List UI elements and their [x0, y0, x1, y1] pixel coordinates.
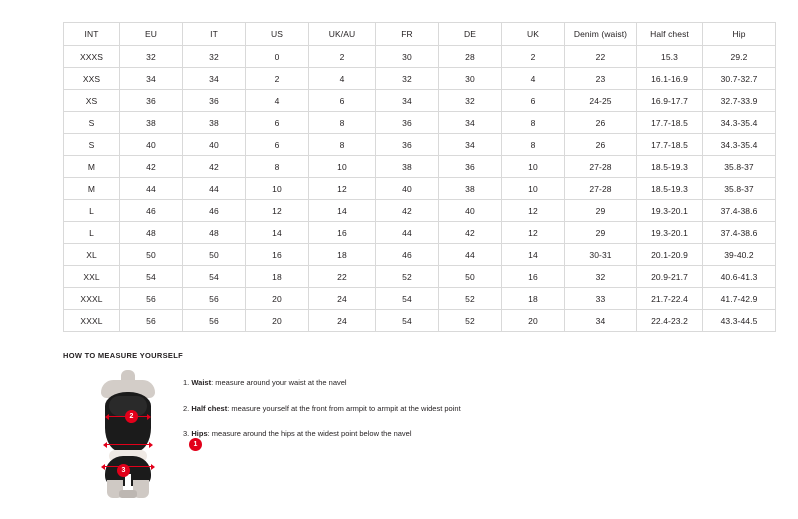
table-row [64, 68, 776, 90]
table-cell: 6 [246, 112, 309, 134]
table-row [64, 222, 776, 244]
measure-note-text: : measure around your waist at the navel [211, 378, 347, 387]
table-cell: 23 [565, 68, 637, 90]
table-cell: 42 [376, 200, 439, 222]
table-cell: 20 [246, 310, 309, 332]
table-cell: 29 [565, 222, 637, 244]
table-cell: 44 [120, 178, 183, 200]
table-cell: 20 [246, 288, 309, 310]
size-table-container [63, 22, 758, 332]
table-cell: 34 [376, 90, 439, 112]
table-cell: L [64, 222, 120, 244]
table-cell: 56 [120, 288, 183, 310]
table-cell: 35.8-37 [703, 178, 776, 200]
table-cell: 40 [376, 178, 439, 200]
table-cell: 48 [183, 222, 246, 244]
table-cell: 38 [183, 112, 246, 134]
table-cell: 2 [309, 46, 376, 68]
column-header: IT [183, 23, 246, 46]
mannequin-stand [119, 490, 137, 498]
table-cell: 20 [502, 310, 565, 332]
table-cell: 20.1-20.9 [637, 244, 703, 266]
table-cell: 4 [309, 68, 376, 90]
table-cell: 21.7-22.4 [637, 288, 703, 310]
measure-note-half-chest [183, 405, 743, 413]
table-cell: 2 [502, 46, 565, 68]
table-cell: L [64, 200, 120, 222]
table-cell: 43.3-44.5 [703, 310, 776, 332]
table-cell: 48 [120, 222, 183, 244]
table-cell: 19.3-20.1 [637, 200, 703, 222]
table-cell: M [64, 156, 120, 178]
column-header: Half chest [637, 23, 703, 46]
table-cell: 54 [376, 288, 439, 310]
table-cell: 27-28 [565, 178, 637, 200]
table-cell: 8 [502, 134, 565, 156]
table-cell: 16.9-17.7 [637, 90, 703, 112]
table-cell: 41.7-42.9 [703, 288, 776, 310]
table-cell: 18.5-19.3 [637, 156, 703, 178]
table-cell: 16 [246, 244, 309, 266]
column-header: UK/AU [309, 23, 376, 46]
mannequin-figure-icon [93, 370, 163, 498]
table-cell: 35.8-37 [703, 156, 776, 178]
table-cell: 36 [183, 90, 246, 112]
table-cell: 32 [439, 90, 502, 112]
table-cell: 46 [376, 244, 439, 266]
table-cell: 8 [309, 134, 376, 156]
table-cell: 10 [502, 156, 565, 178]
table-cell: 46 [183, 200, 246, 222]
table-cell: 32 [120, 46, 183, 68]
table-cell: 42 [120, 156, 183, 178]
table-cell: 36 [120, 90, 183, 112]
table-cell: 29.2 [703, 46, 776, 68]
how-to-measure-body [63, 370, 743, 500]
table-cell: 12 [246, 200, 309, 222]
table-cell: 16 [309, 222, 376, 244]
column-header: Denim (waist) [565, 23, 637, 46]
marker-badge-half-chest: 2 [125, 410, 138, 423]
table-cell: 34 [183, 68, 246, 90]
table-cell: 17.7-18.5 [637, 134, 703, 156]
table-cell: 42 [439, 222, 502, 244]
table-row [64, 310, 776, 332]
table-cell: 18 [309, 244, 376, 266]
table-cell: 50 [120, 244, 183, 266]
measure-note-hips [183, 430, 743, 438]
table-cell: 30 [376, 46, 439, 68]
table-cell: 22.4-23.2 [637, 310, 703, 332]
how-to-measure-title: HOW TO MEASURE YOURSELF [63, 351, 183, 360]
table-cell: 32 [376, 68, 439, 90]
table-cell: 26 [565, 112, 637, 134]
measure-notes-list [183, 370, 743, 456]
table-cell: XXS [64, 68, 120, 90]
measure-note-text: : measure around the hips at the widest point below the navel [207, 429, 412, 438]
table-cell: 56 [183, 310, 246, 332]
table-cell: 10 [246, 178, 309, 200]
table-cell: 52 [439, 310, 502, 332]
table-cell: 22 [309, 266, 376, 288]
table-cell: 12 [502, 222, 565, 244]
column-header: US [246, 23, 309, 46]
table-cell: 34 [439, 134, 502, 156]
table-cell: 8 [502, 112, 565, 134]
table-cell: 18 [246, 266, 309, 288]
table-cell: 17.7-18.5 [637, 112, 703, 134]
table-cell: 16 [502, 266, 565, 288]
table-cell: 4 [502, 68, 565, 90]
table-cell: 52 [376, 266, 439, 288]
table-cell: 30.7-32.7 [703, 68, 776, 90]
measure-note-waist [183, 379, 743, 387]
table-cell: 50 [439, 266, 502, 288]
column-header: Hip [703, 23, 776, 46]
measure-note-number: 1. [183, 378, 190, 387]
table-cell: 39-40.2 [703, 244, 776, 266]
table-body [64, 46, 776, 332]
marker-badge-waist: 1 [189, 438, 202, 451]
table-cell: 15.3 [637, 46, 703, 68]
measure-note-term: Waist [191, 378, 212, 387]
table-row [64, 156, 776, 178]
table-cell: 14 [309, 200, 376, 222]
table-cell: 10 [309, 156, 376, 178]
table-cell: 32 [183, 46, 246, 68]
table-cell: 44 [183, 178, 246, 200]
table-cell: 12 [502, 200, 565, 222]
table-cell: XXL [64, 266, 120, 288]
table-cell: 54 [376, 310, 439, 332]
table-cell: 50 [183, 244, 246, 266]
table-cell: 34 [439, 112, 502, 134]
table-cell: 40 [183, 134, 246, 156]
table-cell: 54 [183, 266, 246, 288]
table-cell: M [64, 178, 120, 200]
table-cell: 10 [502, 178, 565, 200]
table-cell: 24 [309, 288, 376, 310]
table-cell: 6 [502, 90, 565, 112]
table-cell: 36 [376, 112, 439, 134]
table-cell: 34.3-35.4 [703, 112, 776, 134]
column-header: UK [502, 23, 565, 46]
table-cell: 26 [565, 134, 637, 156]
table-cell: 0 [246, 46, 309, 68]
table-cell: 28 [439, 46, 502, 68]
table-cell: 24 [309, 310, 376, 332]
table-cell: 6 [309, 90, 376, 112]
column-header: FR [376, 23, 439, 46]
waist-measure-arrow-icon [107, 444, 149, 445]
table-cell: 33 [565, 288, 637, 310]
how-to-measure-section [63, 351, 743, 500]
table-row [64, 46, 776, 68]
table-cell: 14 [502, 244, 565, 266]
table-cell: 22 [565, 46, 637, 68]
table-row [64, 134, 776, 156]
table-cell: 56 [120, 310, 183, 332]
table-cell: 44 [376, 222, 439, 244]
table-cell: 32 [565, 266, 637, 288]
table-cell: 16.1-16.9 [637, 68, 703, 90]
table-cell: 36 [439, 156, 502, 178]
table-row [64, 244, 776, 266]
table-cell: 44 [439, 244, 502, 266]
table-cell: S [64, 134, 120, 156]
table-cell: XS [64, 90, 120, 112]
table-cell: 24-25 [565, 90, 637, 112]
table-cell: XXXL [64, 310, 120, 332]
table-cell: 36 [376, 134, 439, 156]
table-cell: 37.4-38.6 [703, 222, 776, 244]
table-header [64, 23, 776, 46]
table-cell: 40 [439, 200, 502, 222]
table-cell: 38 [439, 178, 502, 200]
table-cell: 30 [439, 68, 502, 90]
column-header: DE [439, 23, 502, 46]
table-cell: 52 [439, 288, 502, 310]
mannequin-illustration-container [63, 370, 198, 500]
table-cell: 8 [246, 156, 309, 178]
table-cell: 40 [120, 134, 183, 156]
table-cell: 18.5-19.3 [637, 178, 703, 200]
table-cell: 4 [246, 90, 309, 112]
table-cell: 37.4-38.6 [703, 200, 776, 222]
table-row [64, 288, 776, 310]
column-header: EU [120, 23, 183, 46]
table-cell: XL [64, 244, 120, 266]
table-cell: 18 [502, 288, 565, 310]
table-cell: 30-31 [565, 244, 637, 266]
table-cell: 54 [120, 266, 183, 288]
table-row [64, 200, 776, 222]
table-cell: XXXS [64, 46, 120, 68]
table-row [64, 112, 776, 134]
table-cell: 38 [120, 112, 183, 134]
table-cell: 2 [246, 68, 309, 90]
measure-note-term: Half chest [191, 403, 228, 413]
table-row [64, 266, 776, 288]
table-header-row [64, 23, 776, 46]
table-row [64, 90, 776, 112]
marker-badge-hips: 3 [117, 464, 130, 477]
table-cell: 12 [309, 178, 376, 200]
table-cell: 46 [120, 200, 183, 222]
table-cell: XXXL [64, 288, 120, 310]
table-cell: 27-28 [565, 156, 637, 178]
table-cell: 32.7-33.9 [703, 90, 776, 112]
measure-note-number: 3. [183, 429, 190, 438]
measure-note-number: 2. [183, 403, 190, 413]
table-cell: 8 [309, 112, 376, 134]
size-conversion-table [63, 22, 776, 332]
table-cell: 38 [376, 156, 439, 178]
table-cell: 6 [246, 134, 309, 156]
table-cell: 40.6-41.3 [703, 266, 776, 288]
table-cell: 34 [565, 310, 637, 332]
measure-note-text: : measure yourself at the front from armpit to armpit at the widest point [227, 403, 461, 413]
table-cell: 56 [183, 288, 246, 310]
table-cell: 20.9-21.7 [637, 266, 703, 288]
table-cell: 42 [183, 156, 246, 178]
table-row [64, 178, 776, 200]
table-cell: 34.3-35.4 [703, 134, 776, 156]
table-cell: 34 [120, 68, 183, 90]
measure-note-term: Hips [191, 429, 208, 438]
table-cell: 19.3-20.1 [637, 222, 703, 244]
table-cell: S [64, 112, 120, 134]
column-header: INT [64, 23, 120, 46]
table-cell: 29 [565, 200, 637, 222]
table-cell: 14 [246, 222, 309, 244]
